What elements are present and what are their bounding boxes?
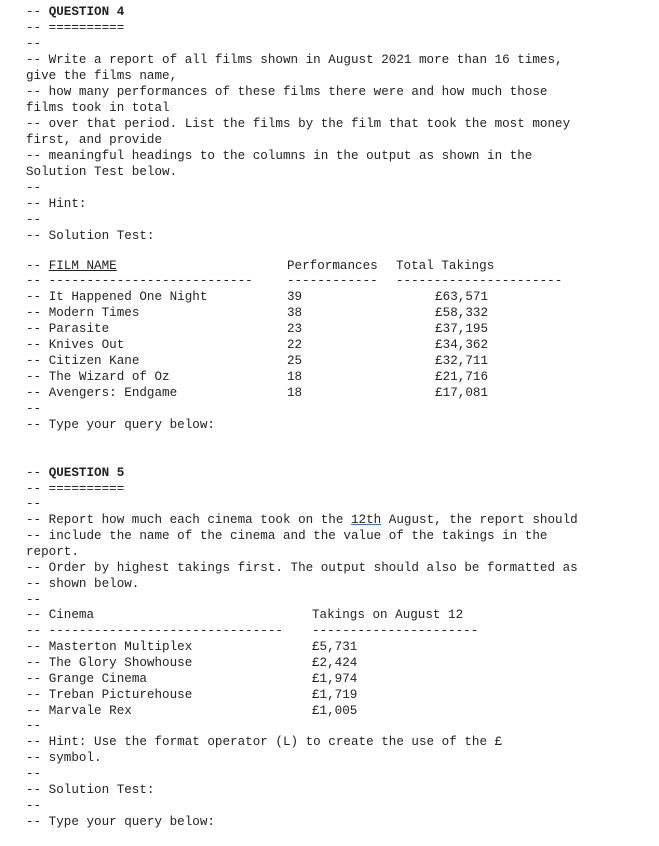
total-takings: £63,571 — [435, 290, 488, 304]
q5-table-header — [26, 608, 94, 623]
q4-text-line: -- Write a report of all films shown in August 2021 more than 16 times, — [26, 53, 563, 67]
q5-col-cinema-header: Cinema — [48, 608, 95, 622]
q4-text-line: give the films name, — [26, 69, 178, 83]
q4-text-line: first, and provide — [26, 133, 163, 147]
q5-text-line: -- shown below. — [26, 577, 140, 591]
q4-title-underline: -- ========== — [26, 21, 125, 35]
film-name: It Happened One Night — [48, 290, 208, 304]
q4-blank-2: -- — [26, 181, 42, 195]
row-prefix-name: -- Grange Cinema — [26, 672, 147, 686]
performances: 39 — [287, 290, 303, 304]
q5-blank-1: -- — [26, 497, 42, 511]
q5-blank-3: -- — [26, 719, 42, 733]
film-name: Modern Times — [48, 306, 140, 320]
total-takings: £32,711 — [435, 354, 488, 368]
q5-text-line: -- Order by highest takings first. The output should also be formatted as — [26, 561, 578, 575]
q4-text-line: films took in total — [26, 101, 170, 115]
q4-text-line: -- how many performances of these films there were and how much those — [26, 85, 548, 99]
performances: 23 — [287, 322, 303, 336]
q4-separator-1: -- --------------------------- — [26, 274, 253, 288]
cinema-takings: £1,974 — [312, 672, 358, 686]
total-takings: £37,195 — [435, 322, 488, 336]
q5-text-line: report. — [26, 545, 79, 559]
total-takings: £21,716 — [435, 370, 488, 384]
q5-header-prefix: -- — [26, 608, 49, 622]
q4-blank-3: -- — [26, 213, 42, 227]
cinema-name: Masterton Multiplex — [48, 640, 193, 654]
q4-title: QUESTION 4 — [48, 5, 125, 19]
q5-col-takings-header: Takings on August 12 — [312, 608, 464, 622]
q5-title-prefix: -- — [26, 466, 49, 480]
q5-text-line-1 — [26, 513, 578, 528]
q5-solution-test: -- Solution Test: — [26, 783, 155, 797]
performances: 38 — [287, 306, 303, 320]
cinema-name: Grange Cinema — [48, 672, 147, 686]
film-name: The Wizard of Oz — [48, 370, 170, 384]
q4-title-prefix: -- — [26, 5, 49, 19]
q4-solution-test: -- Solution Test: — [26, 229, 155, 243]
q4-table-header — [26, 259, 117, 274]
q4-text-line: -- over that period. List the films by the film that took the most money — [26, 117, 571, 131]
performances: 22 — [287, 338, 303, 352]
cinema-takings: £5,731 — [312, 640, 358, 654]
q5-text-part: August, the report should — [381, 513, 578, 527]
row-prefix-name: -- Marvale Rex — [26, 704, 132, 718]
q5-separator-1: -- ------------------------------- — [26, 624, 283, 638]
q4-blank-1: -- — [26, 37, 42, 51]
cinema-takings: £1,719 — [312, 688, 358, 702]
cinema-name: The Glory Showhouse — [48, 656, 193, 670]
q5-text-line: -- include the name of the cinema and the value of the takings in the — [26, 529, 548, 543]
q5-blank-2: -- — [26, 593, 42, 607]
q5-title-line — [26, 466, 124, 481]
q4-hint: -- Hint: — [26, 197, 87, 211]
q5-type-query: -- Type your query below: — [26, 815, 215, 829]
q4-blank-4: -- — [26, 402, 42, 416]
q5-text-part: -- Report how much each cinema took on the — [26, 513, 351, 527]
cinema-takings: £1,005 — [312, 704, 358, 718]
q4-separator-3: ---------------------- — [396, 274, 563, 288]
q5-blank-5: -- — [26, 799, 42, 813]
q4-col-performances-header: Performances — [287, 259, 378, 273]
row-prefix-name: -- Treban Picturehouse — [26, 688, 193, 702]
q4-text-line: Solution Test below. — [26, 165, 178, 179]
cinema-takings: £2,424 — [312, 656, 358, 670]
cinema-name: Treban Picturehouse — [48, 688, 193, 702]
film-name: Citizen Kane — [48, 354, 140, 368]
q4-col-total-takings-header: Total Takings — [396, 259, 495, 273]
q4-header-prefix: -- — [26, 259, 49, 273]
q5-hint-line: -- symbol. — [26, 751, 102, 765]
q5-separator-2: ---------------------- — [312, 624, 479, 638]
q4-title-line — [26, 5, 124, 20]
q5-blank-4: -- — [26, 767, 42, 781]
row-prefix-name: -- Citizen Kane — [26, 354, 140, 368]
row-prefix-name: -- Modern Times — [26, 306, 140, 320]
q4-separator-2: ------------ — [287, 274, 378, 288]
row-prefix-name: -- Parasite — [26, 322, 110, 336]
cinema-name: Marvale Rex — [48, 704, 132, 718]
film-name: Parasite — [48, 322, 110, 336]
q5-title: QUESTION 5 — [48, 466, 125, 480]
total-takings: £34,362 — [435, 338, 488, 352]
total-takings: £17,081 — [435, 386, 488, 400]
total-takings: £58,332 — [435, 306, 488, 320]
q5-title-underline: -- ========== — [26, 482, 125, 496]
q5-12th-link[interactable]: 12th — [350, 513, 382, 527]
q4-text-line: -- meaningful headings to the columns in the output as shown in the — [26, 149, 533, 163]
film-name: Knives Out — [48, 338, 125, 352]
row-prefix-name: -- The Wizard of Oz — [26, 370, 170, 384]
row-prefix-name: -- The Glory Showhouse — [26, 656, 193, 670]
row-prefix-name: -- Avengers: Endgame — [26, 386, 178, 400]
row-prefix-name: -- It Happened One Night — [26, 290, 208, 304]
row-prefix-name: -- Masterton Multiplex — [26, 640, 193, 654]
performances: 25 — [287, 354, 303, 368]
row-prefix-name: -- Knives Out — [26, 338, 125, 352]
performances: 18 — [287, 370, 303, 384]
q5-hint-line: -- Hint: Use the format operator (L) to create the use of the £ — [26, 735, 503, 749]
performances: 18 — [287, 386, 303, 400]
q4-col-film-name-header: FILM_NAME — [48, 259, 117, 273]
q4-type-query: -- Type your query below: — [26, 418, 215, 432]
film-name: Avengers: Endgame — [48, 386, 178, 400]
